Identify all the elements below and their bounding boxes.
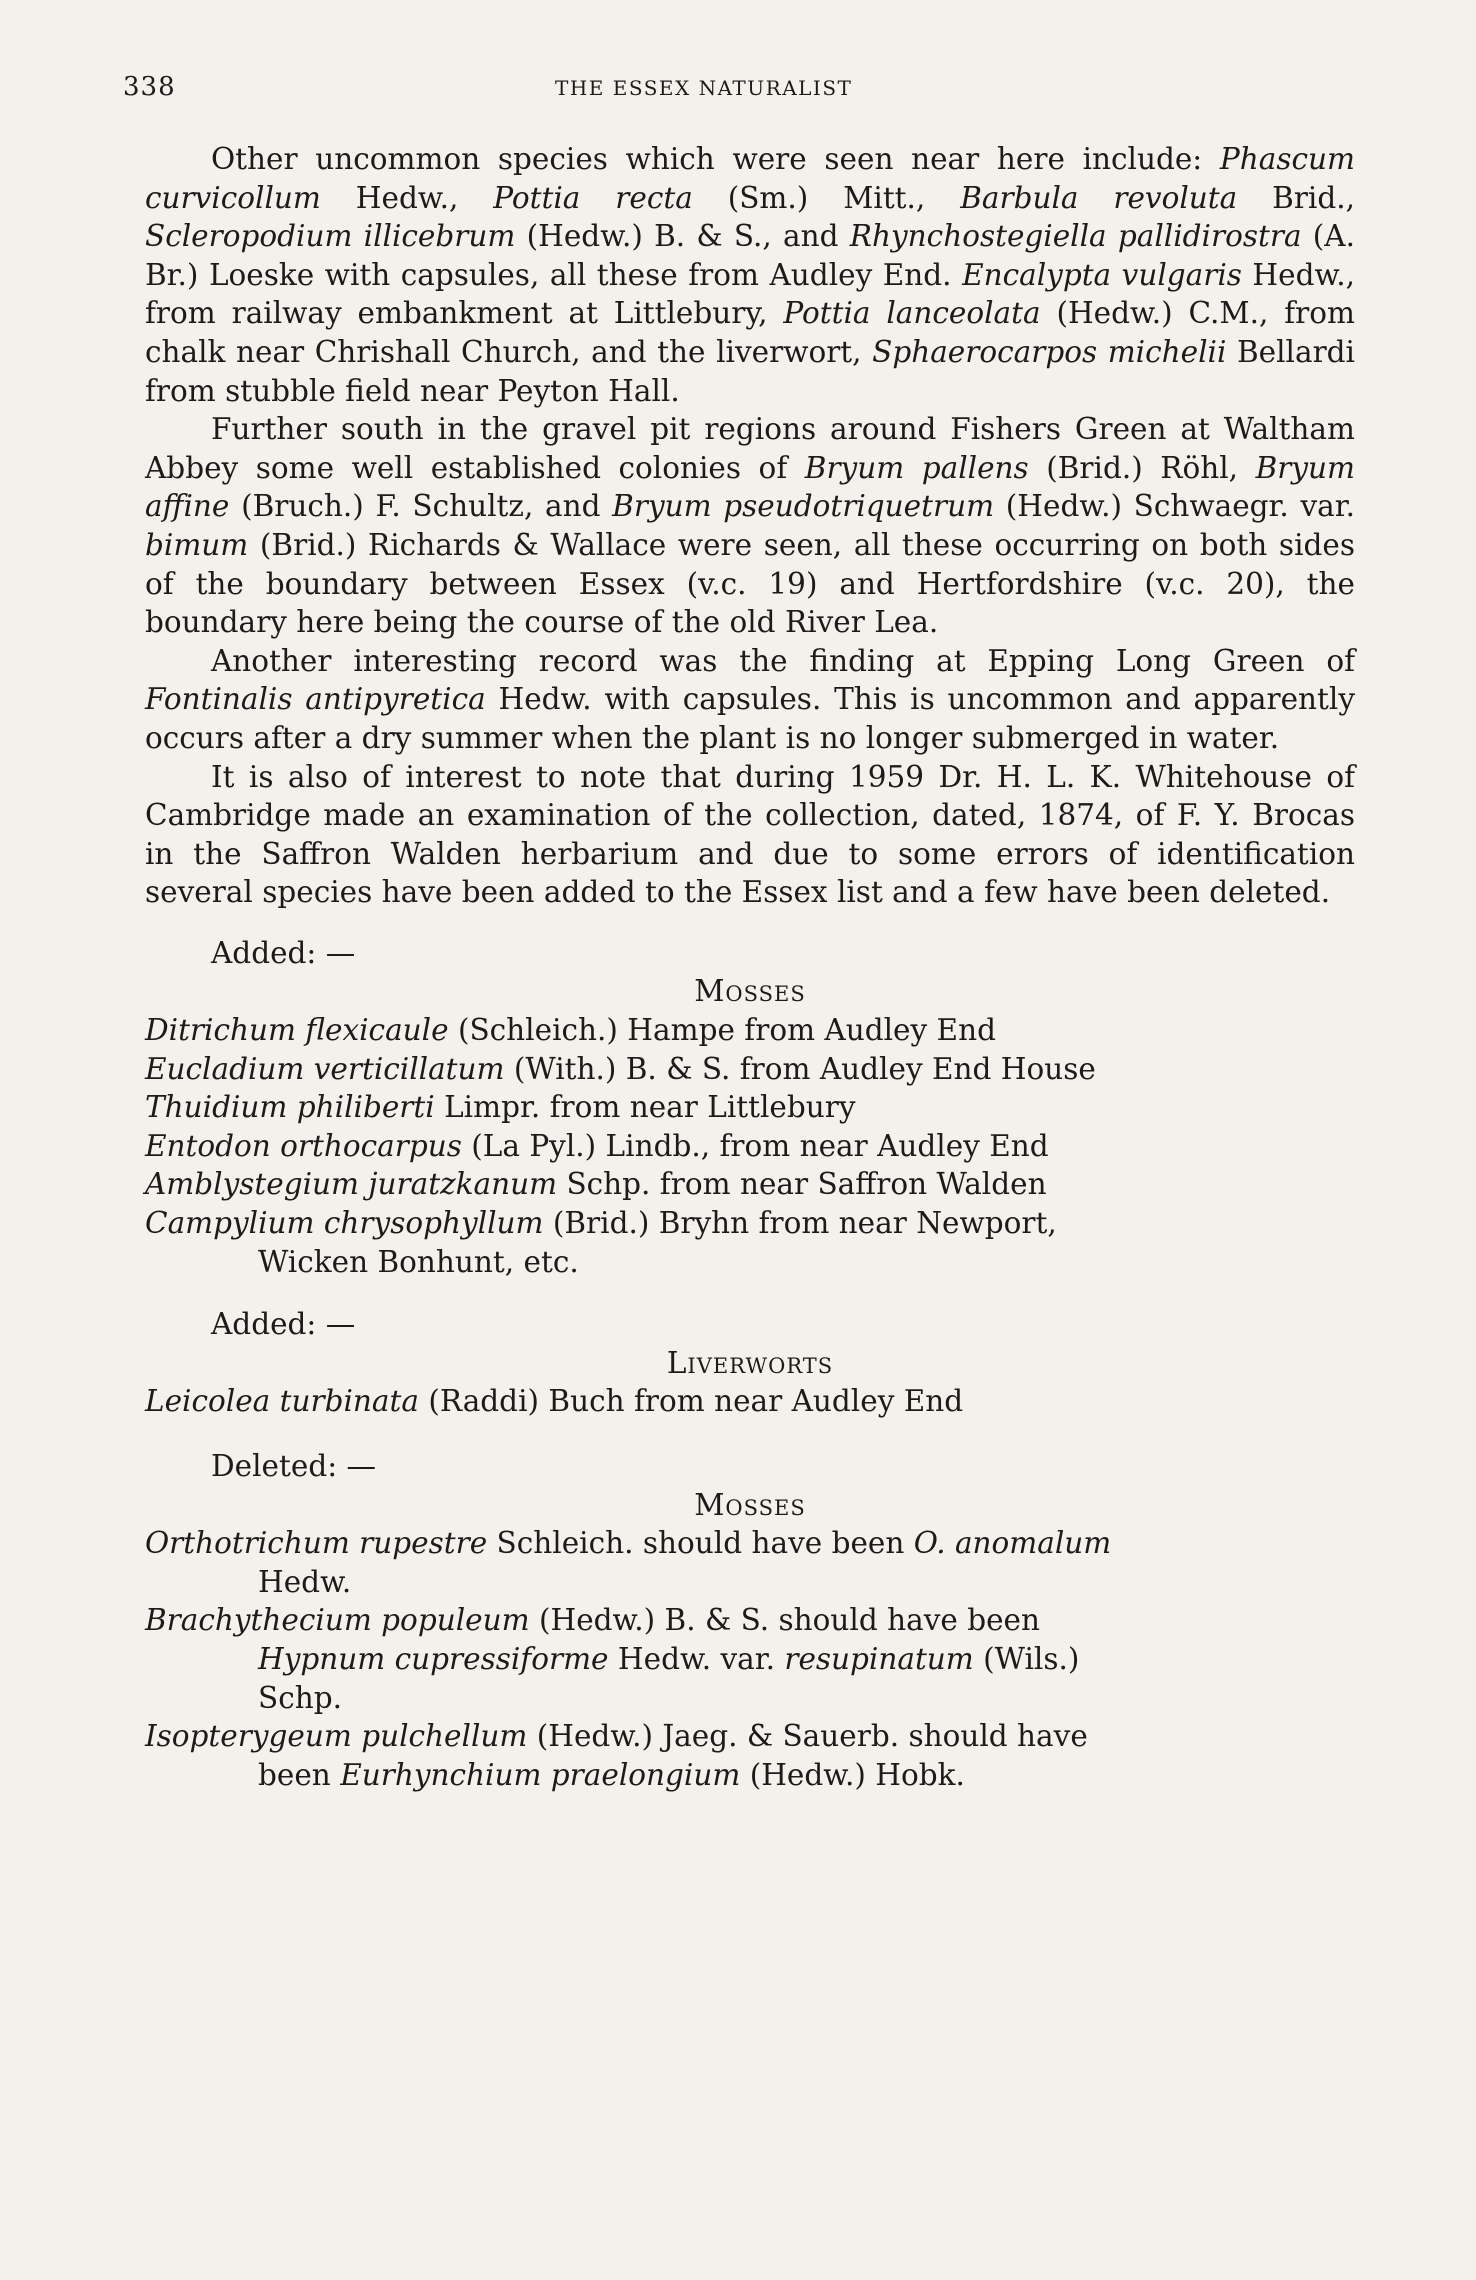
species-name: Eucladium verticillatum (145, 1051, 505, 1086)
species-name: Entodon orthocarpus (145, 1128, 462, 1163)
paragraph: Other uncommon species which were seen near here include: Phascum curvicollum Hedw., Pottia recta (Sm.) Mitt., Barbula revoluta Brid., Scleropodium illicebrum (Hedw.) B. & S., and Rhynchostegiella pallidirostra (A. Br.) Loeske with capsules, all these from Audley End. Encalypta vulgaris Hedw., from railway embankment at Littlebury, Pottia lanceolata (Hedw.) C.M., from chalk near Chrishall Church, and the liverwort, Sphaerocarpos michelii Bellardi from stubble field near Peyton Hall. (145, 142, 1356, 408)
species-name: Leicolea turbinata (145, 1384, 419, 1419)
page-number: 338 (123, 72, 176, 102)
paragraph: It is also of interest to note that during 1959 Dr. H. L. K. Whitehouse of Cambridge made an examination of the collection, dated, 1874, of F. Y. Brocas in the Saffron Walden herbarium and due to some errors of identification several species have been added to the Essex list and a few have been deleted. (145, 759, 1355, 910)
species-name: Campylium chrysophyllum (145, 1206, 544, 1241)
species-name: Eurhynchium praelongium (340, 1757, 741, 1792)
list-entry: Campylium chrysophyllum (Brid.) Bryhn from near Newport, Wicken Bonhunt, etc. (145, 1204, 1355, 1281)
species-name: Hypnum cupressiforme (258, 1641, 609, 1676)
species-name: Thuidium philiberti (145, 1090, 435, 1125)
added-label: Added: — (211, 935, 356, 970)
species-name: resupinatum (784, 1641, 974, 1676)
running-head: THE ESSEX NATURALIST (555, 76, 853, 100)
list-entry: Amblystegium juratzkanum Schp. from near Saffron Walden (145, 1167, 1047, 1202)
paragraph: Further south in the gravel pit regions around Fishers Green at Waltham Abbey some well established colonies of Bryum pallens (Brid.) Röhl, Bryum affine (Bruch.) F. Schultz, and Bryum pseudotriquetrum (Hedw.) Schwaegr. var. bimum (Brid.) Richards & Wallace were seen, all these occurring on both sides of the boundary between Essex (v.c. 19) and Hertfordshire (v.c. 20), the boundary here being the course of the old River Lea. (145, 412, 1355, 640)
entry-continuation: been Eurhynchium praelongium (Hedw.) Hobk. (258, 1757, 965, 1792)
added-label: Added: — (211, 1307, 356, 1342)
added-liverworts-list (145, 1382, 1355, 1421)
list-entry: Brachythecium populeum (Hedw.) B. & S. should have been Hypnum cupressiforme Hedw. var. resupinatum (Wils.) Schp. (145, 1601, 1355, 1717)
deleted-mosses-list (145, 1524, 1355, 1794)
section-heading-liverworts: Liverworts (666, 1345, 834, 1380)
entry-continuation: Hedw. (258, 1564, 352, 1599)
entry-continuation: Schp. (258, 1680, 342, 1715)
list-entry: Orthotrichum rupestre Schleich. should have been O. anomalum Hedw. (145, 1524, 1355, 1601)
list-entry: Eucladium verticillatum (With.) B. & S. from Audley End House (145, 1051, 1096, 1086)
list-entry: Leicolea turbinata (Raddi) Buch from near Audley End (145, 1384, 964, 1419)
section-heading-mosses: Mosses (694, 974, 806, 1009)
body-text (145, 140, 1355, 1794)
species-name: Orthotrichum rupestre (145, 1526, 488, 1561)
species-name: Isopterygeum pulchellum (145, 1719, 528, 1754)
list-entry: Ditrichum flexicaule (Schleich.) Hampe from Audley End (145, 1013, 996, 1048)
list-entry: Thuidium philiberti Limpr. from near Littlebury (145, 1090, 856, 1125)
species-name: Amblystegium juratzkanum (145, 1167, 558, 1202)
added-mosses-list (145, 1011, 1355, 1281)
species-name: Ditrichum flexicaule (145, 1013, 449, 1048)
section-heading-mosses: Mosses (694, 1487, 806, 1522)
list-entry: Isopterygeum pulchellum (Hedw.) Jaeg. & Sauerb. should have been Eurhynchium praelongium (Hedw.) Hobk. (145, 1717, 1355, 1794)
entry-continuation: Wicken Bonhunt, etc. (258, 1244, 579, 1279)
species-name: O. anomalum (913, 1526, 1112, 1561)
deleted-label: Deleted: — (211, 1449, 377, 1483)
page-header (0, 72, 1476, 112)
species-name: Brachythecium populeum (145, 1603, 530, 1638)
paragraph: Another interesting record was the finding at Epping Long Green of Fontinalis antipyretica Hedw. with capsules. This is uncommon and apparently occurs after a dry summer when the plant is no longer submerged in water. (145, 643, 1355, 755)
entry-continuation: Hypnum cupressiforme Hedw. var. resupinatum (Wils.) (258, 1641, 1080, 1676)
list-entry: Entodon orthocarpus (La Pyl.) Lindb., from near Audley End (145, 1128, 1049, 1163)
